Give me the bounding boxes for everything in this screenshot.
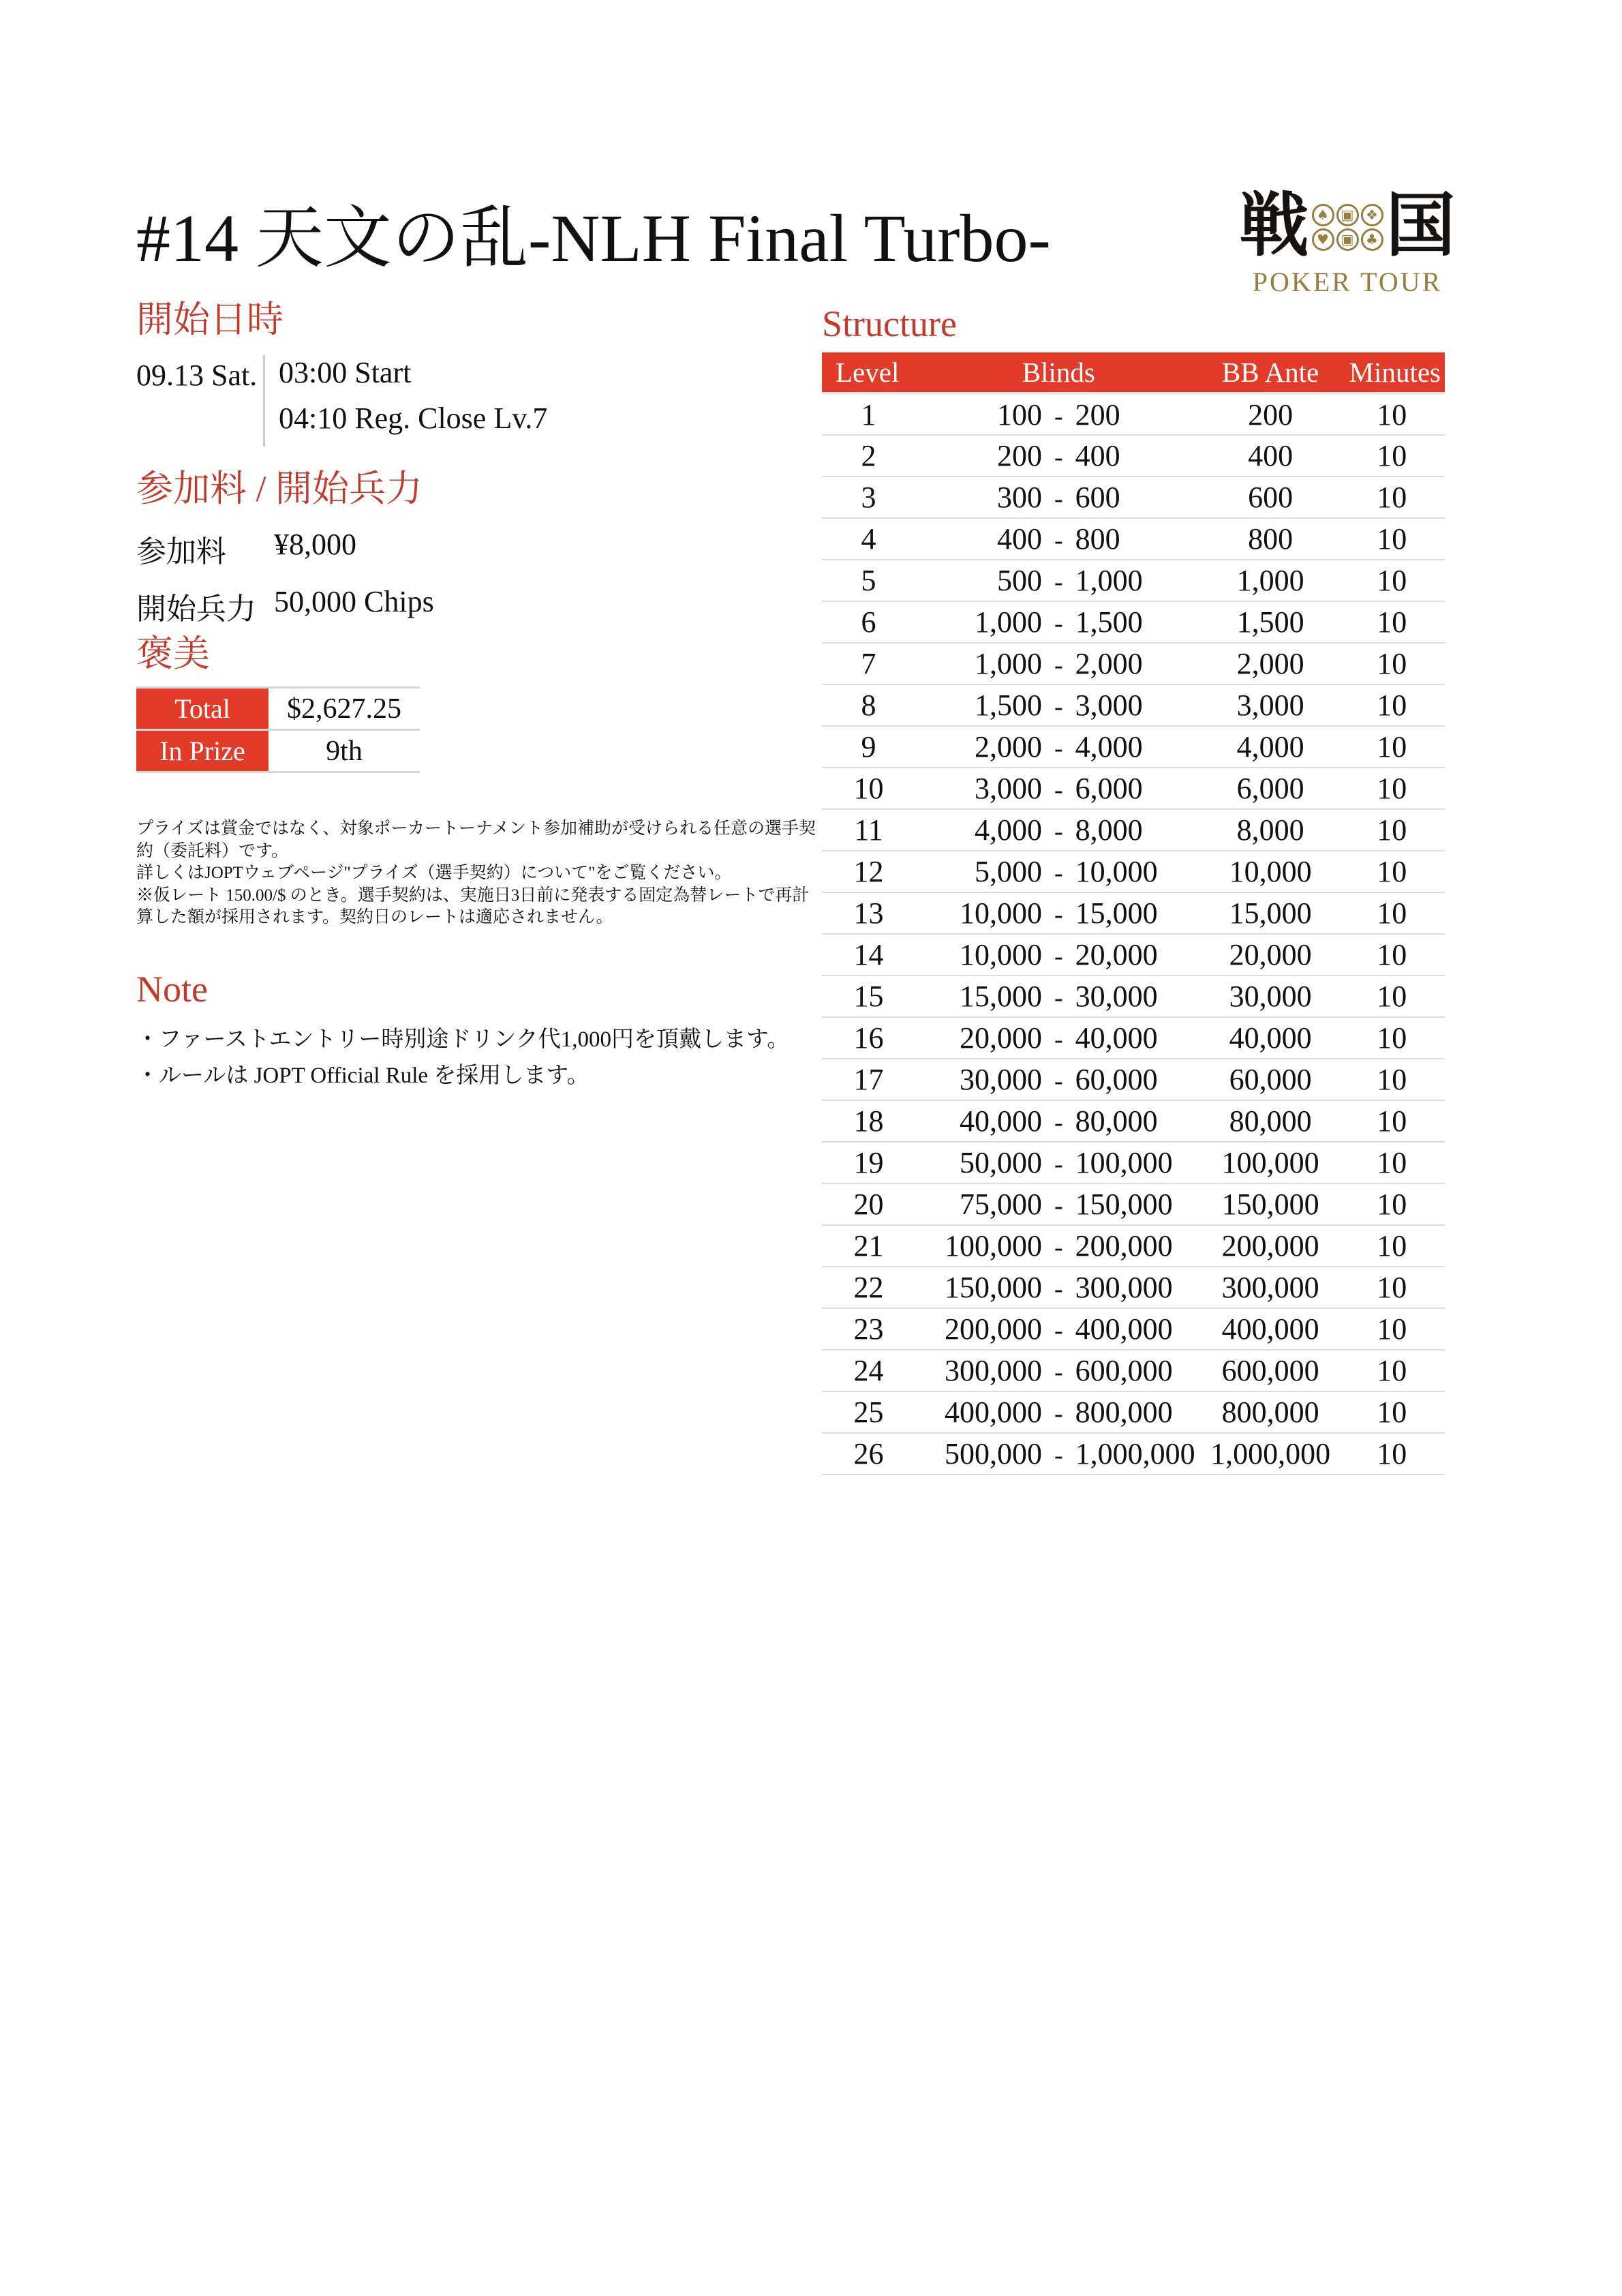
- blinds-cell: [915, 1225, 1202, 1267]
- reg-close-time: 04:10 Reg. Close Lv.7: [279, 402, 548, 436]
- bb-ante-cell: 800: [1248, 522, 1294, 556]
- suit-coin-icon: ▣: [1336, 204, 1359, 226]
- blinds-dash: -: [1054, 1441, 1063, 1470]
- level-cell: 22: [853, 1271, 884, 1305]
- entry-fee-heading: 参加料 / 開始兵力: [136, 468, 423, 509]
- minutes-cell: 10: [1377, 1271, 1407, 1305]
- structure-level-row: [822, 1391, 1445, 1433]
- big-blind: 2,000: [1075, 647, 1143, 681]
- note-items: [136, 1022, 789, 1094]
- small-blind: 400,000: [944, 1395, 1042, 1430]
- minutes-cell: 10: [1377, 855, 1407, 889]
- big-blind: 8,000: [1075, 813, 1143, 847]
- structure-level-row: [822, 809, 1445, 851]
- minutes-cell: 10: [1377, 689, 1407, 723]
- minutes-cell: 10: [1377, 647, 1407, 681]
- structure-section: [822, 304, 1445, 1475]
- minutes-cell: 10: [1377, 1104, 1407, 1138]
- level-cell: 18: [853, 1104, 884, 1138]
- column-header-bb-ante: BB Ante: [1221, 357, 1319, 389]
- big-blind: 600: [1075, 481, 1120, 515]
- big-blind: 4,000: [1075, 730, 1143, 764]
- blinds-cell: [915, 435, 1202, 477]
- note-item: ・ファーストエントリー時別途ドリンク代1,000円を頂戴します。: [136, 1027, 790, 1053]
- structure-table-body: [822, 393, 1445, 1475]
- disclaimer-paragraph: ※仮レート 150.00/$ のとき。選手契約は、実施日3日前に発表する固定為替レートで再計算した額が採用されます。契約日のレートは適応されません。: [136, 886, 810, 926]
- structure-level-row: [822, 1433, 1445, 1475]
- bb-ante-cell: 8,000: [1236, 813, 1304, 847]
- big-blind: 1,000,000: [1075, 1437, 1195, 1471]
- blinds-dash: -: [1054, 1192, 1063, 1221]
- entry-fee-label: 開始兵力: [136, 592, 256, 626]
- big-blind: 100,000: [1075, 1146, 1173, 1180]
- blinds-dash: -: [1054, 402, 1063, 431]
- minutes-cell: 10: [1377, 1312, 1407, 1346]
- blinds-cell: [915, 976, 1202, 1017]
- blinds-dash: -: [1054, 1400, 1063, 1429]
- blinds-cell: [915, 1267, 1202, 1308]
- logo-kanji-row: [1235, 188, 1460, 265]
- big-blind: 3,000: [1075, 689, 1143, 723]
- small-blind: 1,500: [974, 689, 1042, 723]
- prize-section: [136, 634, 420, 773]
- small-blind: 100: [996, 397, 1042, 432]
- big-blind: 200,000: [1075, 1229, 1173, 1263]
- structure-level-row: [822, 1100, 1445, 1142]
- bb-ante-cell: 80,000: [1229, 1104, 1312, 1138]
- column-header-level: Level: [836, 357, 900, 389]
- bb-ante-cell: 400: [1248, 439, 1294, 473]
- structure-level-row: [822, 643, 1445, 684]
- minutes-cell: 10: [1377, 397, 1407, 432]
- small-blind: 50,000: [959, 1146, 1042, 1180]
- level-cell: 6: [861, 605, 876, 639]
- big-blind: 600,000: [1075, 1354, 1173, 1388]
- blinds-cell: [915, 1100, 1202, 1142]
- blinds-cell: [915, 1183, 1202, 1225]
- minutes-cell: 10: [1377, 813, 1407, 847]
- blinds-cell: [915, 1433, 1202, 1475]
- bb-ante-cell: 60,000: [1229, 1063, 1312, 1097]
- structure-heading: Structure: [822, 303, 957, 344]
- structure-level-row: [822, 393, 1445, 435]
- prize-table: [136, 686, 420, 773]
- disclaimer-paragraph: 詳しくはJOPTウェブページ"プライズ（選手契約）について"をご覧ください。: [136, 864, 732, 882]
- entry-fee-rows: [136, 527, 434, 628]
- blinds-dash: -: [1054, 1150, 1063, 1179]
- level-cell: 12: [853, 855, 884, 889]
- blinds-dash: -: [1054, 734, 1063, 764]
- big-blind: 60,000: [1075, 1063, 1158, 1097]
- big-blind: 1,500: [1075, 605, 1143, 639]
- minutes-cell: 10: [1377, 896, 1407, 931]
- blinds-cell: [915, 518, 1202, 560]
- big-blind: 6,000: [1075, 772, 1143, 806]
- suit-coin-icon: ♥: [1312, 228, 1334, 251]
- entry-fee-section: [136, 469, 434, 641]
- blinds-dash: -: [1054, 1275, 1063, 1304]
- bb-ante-cell: 800,000: [1221, 1395, 1319, 1430]
- big-blind: 800,000: [1075, 1395, 1173, 1430]
- blinds-cell: [915, 393, 1202, 435]
- bb-ante-cell: 200: [1248, 397, 1294, 432]
- level-cell: 5: [861, 564, 876, 598]
- level-cell: 2: [861, 439, 876, 473]
- small-blind: 30,000: [959, 1063, 1042, 1097]
- entry-fee-value: 50,000 Chips: [274, 585, 434, 619]
- small-blind: 300: [996, 481, 1042, 515]
- blinds-dash: -: [1054, 859, 1063, 888]
- structure-level-row: [822, 1017, 1445, 1059]
- bb-ante-cell: 100,000: [1221, 1146, 1319, 1180]
- blinds-cell: [915, 768, 1202, 809]
- bb-ante-cell: 40,000: [1229, 1021, 1312, 1055]
- level-cell: 4: [861, 522, 876, 556]
- small-blind: 10,000: [959, 896, 1042, 931]
- blinds-dash: -: [1054, 1067, 1063, 1096]
- bb-ante-cell: 200,000: [1221, 1229, 1319, 1263]
- blinds-dash: -: [1054, 817, 1063, 847]
- bb-ante-cell: 3,000: [1236, 689, 1304, 723]
- big-blind: 30,000: [1075, 980, 1158, 1014]
- big-blind: 300,000: [1075, 1271, 1173, 1305]
- structure-table: [822, 352, 1445, 1475]
- small-blind: 4,000: [974, 813, 1042, 847]
- bb-ante-cell: 400,000: [1221, 1312, 1319, 1346]
- column-header-minutes: Minutes: [1349, 357, 1441, 389]
- bb-ante-cell: 20,000: [1229, 938, 1312, 972]
- bb-ante-cell: 10,000: [1229, 855, 1312, 889]
- schedule-date: 09.13 Sat.: [136, 359, 258, 393]
- small-blind: 75,000: [959, 1188, 1042, 1222]
- structure-level-row: [822, 768, 1445, 809]
- entry-fee-value: ¥8,000: [274, 528, 356, 562]
- blinds-dash: -: [1054, 1025, 1063, 1055]
- column-header-blinds: Blinds: [1022, 357, 1095, 389]
- blinds-dash: -: [1054, 651, 1063, 680]
- blinds-cell: [915, 809, 1202, 851]
- structure-level-row: [822, 601, 1445, 643]
- minutes-cell: 10: [1377, 522, 1407, 556]
- bb-ante-cell: 1,500: [1236, 605, 1304, 639]
- blinds-dash: -: [1054, 776, 1063, 805]
- page-title: #14 天文の乱-NLH Final Turbo-: [136, 200, 1051, 276]
- level-cell: 8: [861, 689, 876, 723]
- minutes-cell: 10: [1377, 439, 1407, 473]
- level-cell: 14: [853, 938, 884, 972]
- blinds-cell: [915, 1391, 1202, 1433]
- small-blind: 1,000: [974, 647, 1042, 681]
- structure-level-row: [822, 976, 1445, 1017]
- blinds-dash: -: [1054, 901, 1063, 930]
- structure-table-header: [822, 352, 1445, 393]
- logo-kanji-left: 戦: [1239, 188, 1309, 265]
- small-blind: 500,000: [944, 1437, 1042, 1471]
- big-blind: 800: [1075, 522, 1120, 556]
- level-cell: 23: [853, 1312, 884, 1346]
- blinds-cell: [915, 1017, 1202, 1059]
- structure-level-row: [822, 851, 1445, 892]
- small-blind: 100,000: [944, 1229, 1042, 1263]
- big-blind: 400: [1075, 439, 1120, 473]
- level-cell: 24: [853, 1354, 884, 1388]
- level-cell: 13: [853, 896, 884, 931]
- big-blind: 150,000: [1075, 1188, 1173, 1222]
- minutes-cell: 10: [1377, 938, 1407, 972]
- blinds-cell: [915, 477, 1202, 518]
- start-time: 03:00 Start: [279, 356, 412, 390]
- big-blind: 80,000: [1075, 1104, 1158, 1138]
- big-blind: 400,000: [1075, 1312, 1173, 1346]
- blinds-dash: -: [1054, 942, 1063, 971]
- minutes-cell: 10: [1377, 1063, 1407, 1097]
- blinds-cell: [915, 726, 1202, 768]
- bb-ante-cell: 4,000: [1236, 730, 1304, 764]
- prize-row-value: 9th: [326, 735, 363, 767]
- minutes-cell: 10: [1377, 980, 1407, 1014]
- small-blind: 15,000: [959, 980, 1042, 1014]
- minutes-cell: 10: [1377, 1437, 1407, 1471]
- schedule-section: [136, 300, 547, 447]
- structure-level-row: [822, 1059, 1445, 1100]
- level-cell: 20: [853, 1188, 884, 1222]
- level-cell: 10: [853, 772, 884, 806]
- big-blind: 15,000: [1075, 896, 1158, 931]
- structure-level-row: [822, 435, 1445, 477]
- blinds-cell: [915, 560, 1202, 601]
- blinds-dash: -: [1054, 609, 1063, 639]
- level-cell: 25: [853, 1395, 884, 1430]
- level-cell: 16: [853, 1021, 884, 1055]
- bb-ante-cell: 150,000: [1221, 1188, 1319, 1222]
- bb-ante-cell: 600: [1248, 481, 1294, 515]
- small-blind: 1,000: [974, 605, 1042, 639]
- bb-ante-cell: 6,000: [1236, 772, 1304, 806]
- blinds-cell: [915, 934, 1202, 976]
- level-cell: 17: [853, 1063, 884, 1097]
- logo-suit-coins: [1312, 204, 1383, 251]
- prize-row: [136, 689, 420, 731]
- logo-wordmark: POKER TOUR: [1252, 267, 1443, 297]
- blinds-cell: [915, 851, 1202, 892]
- prize-row-label: Total: [136, 689, 269, 729]
- prize-heading: 褒美: [136, 633, 210, 674]
- entry-fee-label: 参加料: [136, 535, 226, 569]
- structure-level-row: [822, 560, 1445, 601]
- bb-ante-cell: 600,000: [1221, 1354, 1319, 1388]
- schedule-grid: [136, 355, 547, 447]
- minutes-cell: 10: [1377, 730, 1407, 764]
- schedule-times: [263, 355, 547, 447]
- note-heading: Note: [136, 969, 208, 1010]
- blinds-dash: -: [1054, 1233, 1063, 1263]
- structure-level-row: [822, 726, 1445, 768]
- schedule-heading: 開始日時: [136, 299, 284, 340]
- structure-level-row: [822, 1308, 1445, 1350]
- minutes-cell: 10: [1377, 1395, 1407, 1430]
- minutes-cell: 10: [1377, 1354, 1407, 1388]
- blinds-dash: -: [1054, 1316, 1063, 1346]
- bb-ante-cell: 300,000: [1221, 1271, 1319, 1305]
- prize-row-value: $2,627.25: [287, 693, 401, 725]
- minutes-cell: 10: [1377, 481, 1407, 515]
- blinds-dash: -: [1054, 1358, 1063, 1387]
- structure-level-row: [822, 1350, 1445, 1391]
- blinds-cell: [915, 892, 1202, 934]
- minutes-cell: 10: [1377, 605, 1407, 639]
- structure-level-row: [822, 1225, 1445, 1267]
- prize-row: [136, 731, 420, 773]
- level-cell: 7: [861, 647, 876, 681]
- level-cell: 3: [861, 481, 876, 515]
- level-cell: 11: [854, 813, 883, 847]
- minutes-cell: 10: [1377, 1146, 1407, 1180]
- small-blind: 40,000: [959, 1104, 1042, 1138]
- blinds-dash: -: [1054, 568, 1063, 597]
- structure-level-row: [822, 934, 1445, 976]
- blinds-dash: -: [1054, 443, 1063, 472]
- bb-ante-cell: 1,000,000: [1210, 1437, 1331, 1471]
- small-blind: 150,000: [944, 1271, 1042, 1305]
- small-blind: 400: [996, 522, 1042, 556]
- minutes-cell: 10: [1377, 564, 1407, 598]
- structure-level-row: [822, 518, 1445, 560]
- small-blind: 300,000: [944, 1354, 1042, 1388]
- bb-ante-cell: 2,000: [1236, 647, 1304, 681]
- small-blind: 3,000: [974, 772, 1042, 806]
- small-blind: 2,000: [974, 730, 1042, 764]
- blinds-dash: -: [1054, 1108, 1063, 1138]
- blinds-cell: [915, 1350, 1202, 1391]
- big-blind: 20,000: [1075, 938, 1158, 972]
- note-section: [136, 969, 789, 1094]
- small-blind: 200,000: [944, 1312, 1042, 1346]
- small-blind: 5,000: [974, 855, 1042, 889]
- suit-coin-icon: ▣: [1336, 228, 1359, 251]
- structure-level-row: [822, 684, 1445, 726]
- level-cell: 19: [853, 1146, 884, 1180]
- structure-level-row: [822, 1183, 1445, 1225]
- logo-kanji-right: 国: [1386, 188, 1456, 265]
- small-blind: 20,000: [959, 1021, 1042, 1055]
- prize-disclaimer: [136, 818, 818, 929]
- level-cell: 26: [853, 1437, 884, 1471]
- blinds-cell: [915, 643, 1202, 684]
- blinds-cell: [915, 601, 1202, 643]
- level-cell: 21: [853, 1229, 884, 1263]
- small-blind: 10,000: [959, 938, 1042, 972]
- bb-ante-cell: 1,000: [1236, 564, 1304, 598]
- minutes-cell: 10: [1377, 772, 1407, 806]
- big-blind: 1,000: [1075, 564, 1143, 598]
- disclaimer-paragraph: プライズは賞金ではなく、対象ポーカートーナメント参加補助が受けられる任意の選手契約（委託料）です。: [136, 819, 816, 860]
- entry-fee-row: [136, 584, 434, 628]
- big-blind: 40,000: [1075, 1021, 1158, 1055]
- sengoku-poker-tour-logo: [1235, 188, 1460, 298]
- prize-row-label: In Prize: [136, 731, 269, 771]
- suit-coin-icon: ♠: [1312, 204, 1334, 226]
- minutes-cell: 10: [1377, 1188, 1407, 1222]
- big-blind: 10,000: [1075, 855, 1158, 889]
- big-blind: 200: [1075, 397, 1120, 432]
- level-cell: 1: [861, 397, 876, 432]
- minutes-cell: 10: [1377, 1021, 1407, 1055]
- blinds-dash: -: [1054, 526, 1063, 556]
- blinds-dash: -: [1054, 485, 1063, 514]
- level-cell: 15: [853, 980, 884, 1014]
- entry-fee-row: [136, 527, 434, 571]
- blinds-cell: [915, 1142, 1202, 1183]
- blinds-dash: -: [1054, 984, 1063, 1013]
- structure-level-row: [822, 1267, 1445, 1308]
- small-blind: 200: [996, 439, 1042, 473]
- blinds-cell: [915, 1308, 1202, 1350]
- small-blind: 500: [996, 564, 1042, 598]
- structure-level-row: [822, 477, 1445, 518]
- note-item: ・ルールは JOPT Official Rule を採用します。: [136, 1063, 590, 1089]
- minutes-cell: 10: [1377, 1229, 1407, 1263]
- blinds-dash: -: [1054, 693, 1063, 722]
- bb-ante-cell: 30,000: [1229, 980, 1312, 1014]
- suit-coin-icon: ♣: [1361, 228, 1383, 251]
- structure-level-row: [822, 1142, 1445, 1183]
- blinds-cell: [915, 1059, 1202, 1100]
- level-cell: 9: [861, 730, 876, 764]
- blinds-cell: [915, 684, 1202, 726]
- structure-level-row: [822, 892, 1445, 934]
- suit-coin-icon: ❖: [1361, 204, 1383, 226]
- bb-ante-cell: 15,000: [1229, 896, 1312, 931]
